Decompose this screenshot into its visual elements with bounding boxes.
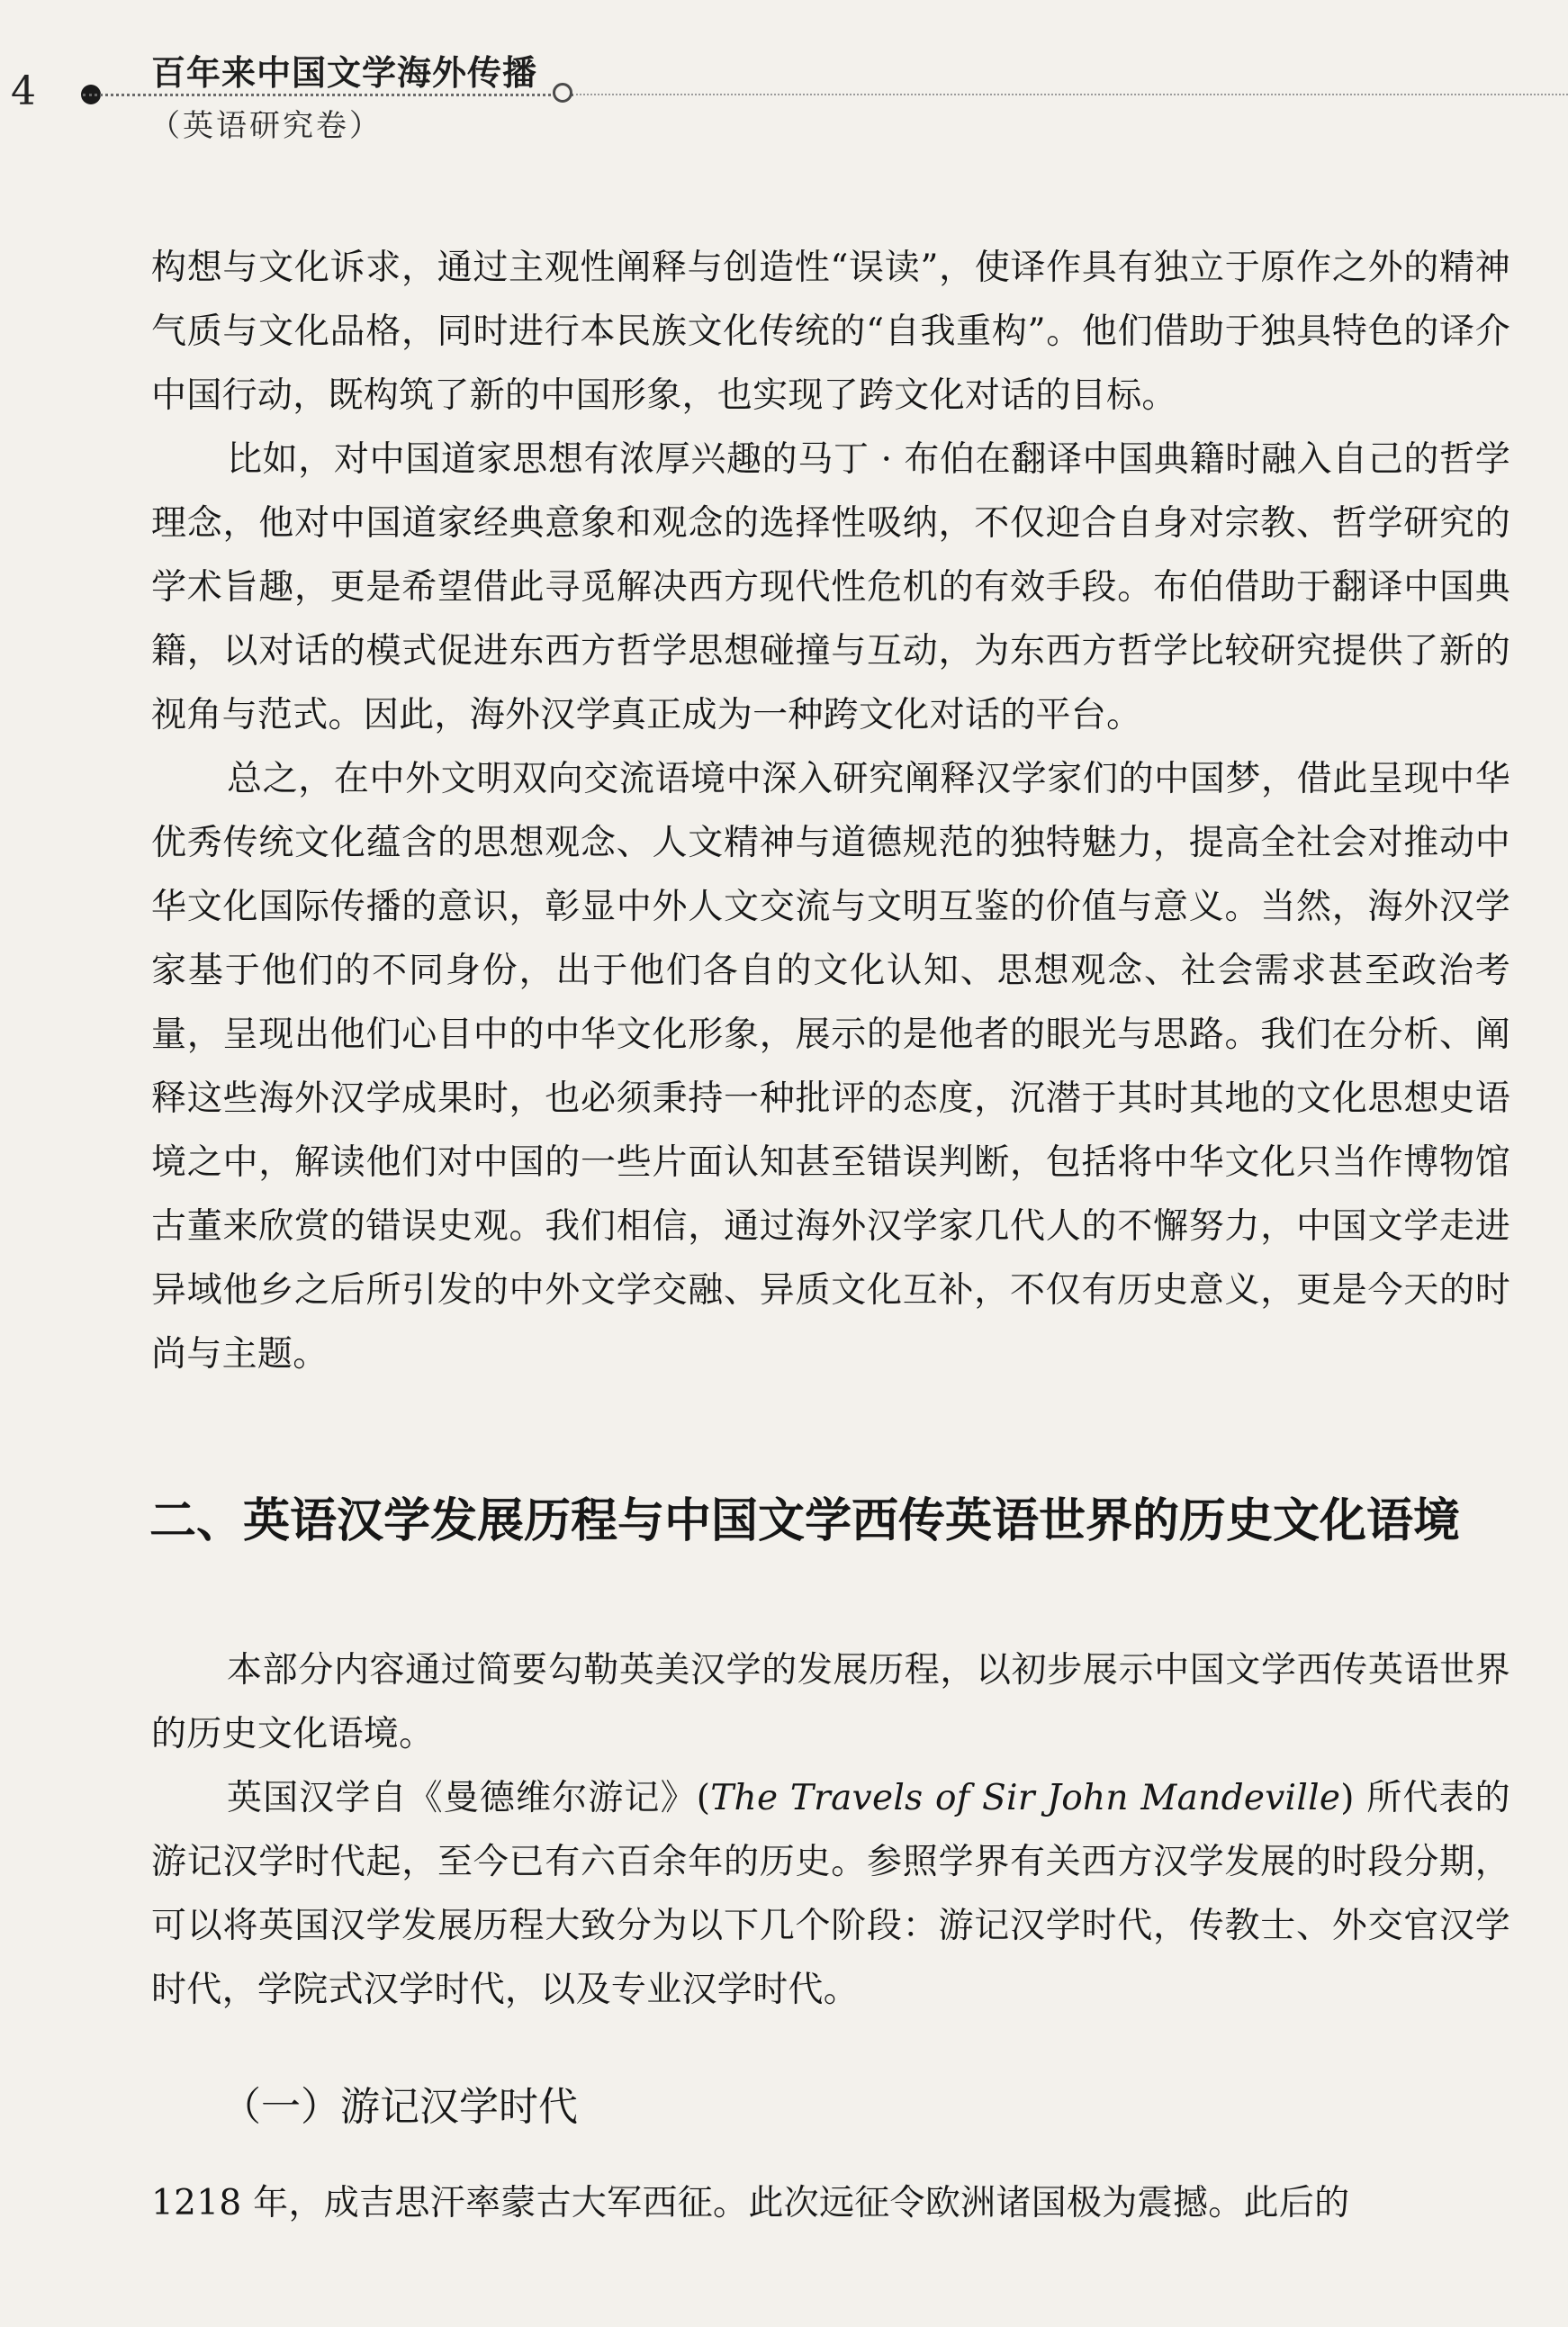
paragraph-5-rest: ) 所代表的游记汉学时代起，至今已有六百余年的历史。参照学界有关西方汉学发展的时段分期，可以将英国汉学发展历程大致分为以下几个阶段：游记汉学时代，传教士、外交官汉学时代，学院式汉学时代，以及专业汉学时代。 (151, 1778, 1510, 2010)
paragraph-3: 总之，在中外文明双向交流语境中深入研究阐释汉学家们的中国梦，借此呈现中华优秀传统文化蕴含的思想观念、人文精神与道德规范的独特魅力，提高全社会对推动中华文化国际传播的意识，彰显中外人文交流与文明互鉴的价值与意义。当然，海外汉学家基于他们的不同身份，出于他们各自的文化认知、思想观念、社会需求甚至政治考量，呈现出他们心目中的中华文化形象，展示的是他者的眼光与思路。我们在分析、阐释这些海外汉学成果时，也必须秉持一种批评的态度，沉潜于其时其地的文化思想史语境之中，解读他们对中国的一些片面认知甚至错误判断，包括将中华文化只当作博物馆古董来欣赏的错误史观。我们相信，通过海外汉学家几代人的不懈努力，中国文学走进异域他乡之后所引发的中外文学交融、异质文化互补，不仅有历史意义，更是今天的时尚与主题。 (151, 759, 1510, 1375)
header-rule-right (576, 94, 1568, 95)
paragraph-4: 本部分内容通过简要勾勒英美汉学的发展历程，以初步展示中国文学西传英语世界的历史文化语境。 (151, 1650, 1510, 1754)
page-body (151, 236, 1510, 2235)
header-circle (553, 83, 572, 103)
paragraph-5 (151, 1766, 1510, 2022)
paragraph-5-lead: 英国汉学自《曼德维尔游记》( (227, 1778, 711, 1818)
book-title-latin: The Travels of Sir John Mandeville (710, 1778, 1341, 1818)
section-heading: 二、英语汉学发展历程与中国文学西传英语世界的历史文化语境 (149, 1494, 1461, 1548)
paragraph-6: 1218 年，成吉思汗率蒙古大军西征。此次远征令欧洲诸国极为震撼。此后的 (151, 2183, 1350, 2223)
paragraph-1: 构想与文化诉求，通过主观性阐释与创造性“误读”，使译作具有独立于原作之外的精神气质与文化品格，同时进行本民族文化传统的“自我重构”。他们借助于独具特色的译介中国行动，既构筑了新的中国形象，也实现了跨文化对话的目标。 (151, 248, 1510, 416)
running-title: 百年来中国文学海外传播 (151, 53, 538, 93)
paragraph-2: 比如，对中国道家思想有浓厚兴趣的马丁 · 布伯在翻译中国典籍时融入自己的哲学理念，他对中国道家经典意象和观念的选择性吸纳，不仅迎合自身对宗教、哲学研究的学术旨趣，更是希望借此寻觅解决西方现代性危机的有效手段。布伯借助于翻译中国典籍，以对话的模式促进东西方哲学思想碰撞与互动，为东西方哲学比较研究提供了新的视角与范式。因此，海外汉学真正成为一种跨文化对话的平台。 (151, 439, 1510, 735)
page-number: 4 (11, 68, 36, 114)
subsection-heading: （一）游记汉学时代 (221, 2084, 578, 2130)
running-subtitle: （英语研究卷） (149, 108, 383, 144)
